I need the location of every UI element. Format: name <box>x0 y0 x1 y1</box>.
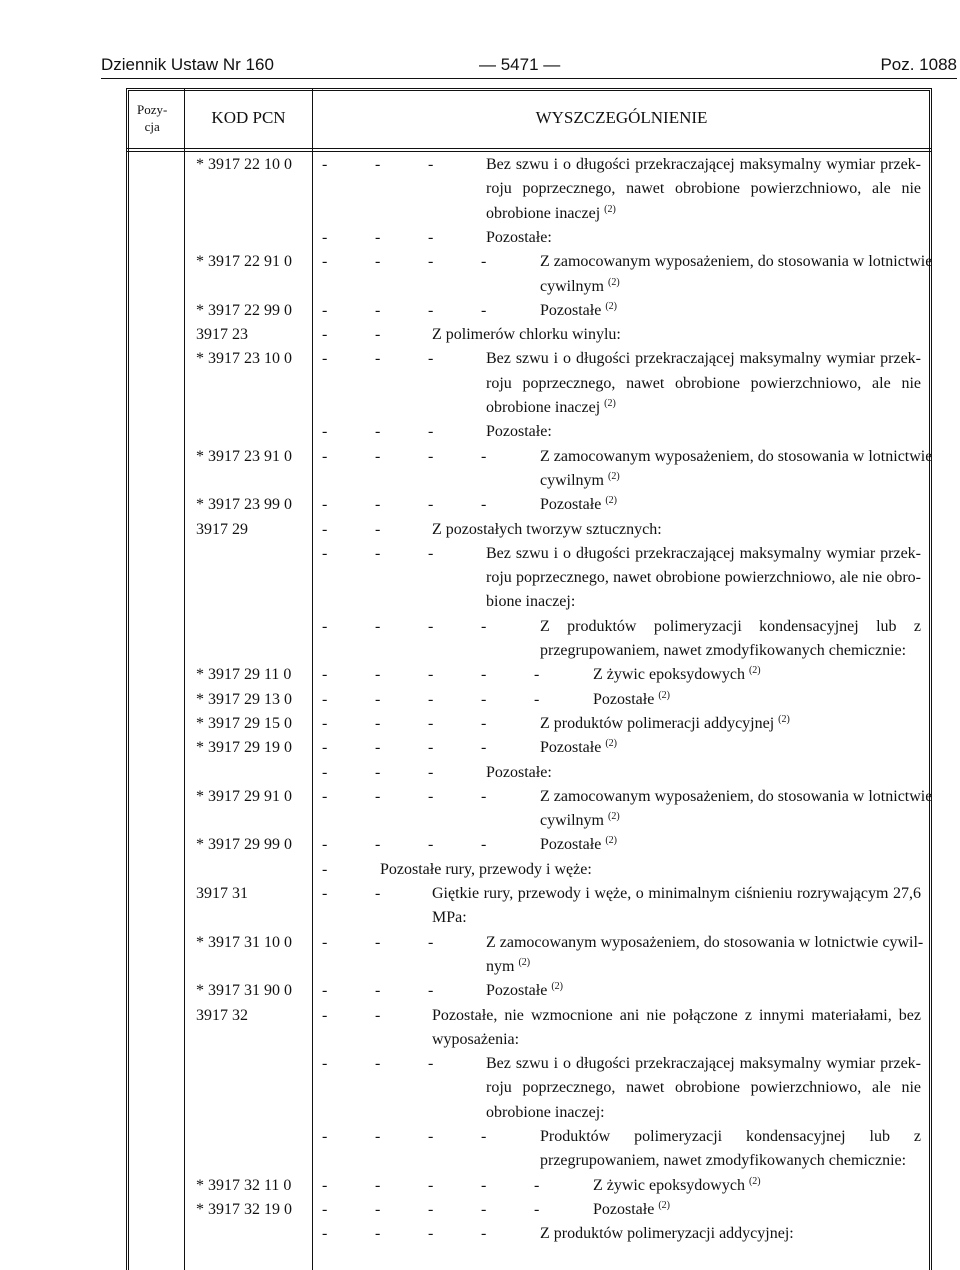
description-text: Z zamocowanym wyposażeniem, do stosowania w lotnictwie <box>540 787 933 805</box>
pcn-code: * 3917 29 15 0 <box>196 714 292 732</box>
table-row <box>0 1174 960 1198</box>
description-text: Pozostałe $^{(2)}$ <box>593 689 670 708</box>
level-dashes: - - - - <box>322 447 487 465</box>
level-dashes: - - - <box>322 1055 434 1073</box>
level-dashes: - - - - <box>322 787 487 805</box>
level-dashes: - - - <box>322 423 434 441</box>
level-dashes: - - - - <box>322 1225 487 1243</box>
footnote-marker: (2) <box>605 835 617 847</box>
level-dashes: - - - <box>322 156 434 173</box>
description-text: Z produktów polimeracji addycyjnej $^{(2)}$ <box>540 713 790 732</box>
description-text: Pozostałe $^{(2)}$ <box>540 738 617 757</box>
pcn-code: * 3917 23 91 0 <box>196 447 292 465</box>
table-row <box>0 153 960 177</box>
description-text: cywilnym $^{(2)}$ <box>540 276 620 295</box>
journal-title: Dziennik Ustaw Nr 160 <box>101 55 274 74</box>
level-dashes: - - - <box>322 982 434 1000</box>
pcn-code: * 3917 29 91 0 <box>196 787 292 805</box>
table-row <box>0 469 960 493</box>
pcn-code: * 3917 22 10 0 <box>196 156 292 173</box>
pcn-code: * 3917 32 11 0 <box>196 1176 292 1194</box>
level-dashes: - - - - <box>322 253 487 271</box>
table-row <box>0 1101 960 1125</box>
description-text: Pozostałe, nie wzmocnione ani nie połączone z innymi materiałami, bez <box>432 1006 921 1024</box>
table-row <box>0 1076 960 1100</box>
table-row <box>0 931 960 955</box>
description-text: bione inaczej: <box>486 593 576 611</box>
footnote-marker: (2) <box>608 276 620 288</box>
footnote-marker: (2) <box>658 1199 670 1211</box>
footnote-marker: (2) <box>551 981 563 993</box>
table-row <box>0 347 960 371</box>
level-dashes: - - - <box>322 763 434 781</box>
level-dashes: - - - - - <box>322 666 540 684</box>
description-text: Pozostałe $^{(2)}$ <box>540 835 617 854</box>
level-dashes: - - <box>322 1006 381 1024</box>
level-dashes: - - - - <box>322 836 487 854</box>
pcn-code: * 3917 29 13 0 <box>196 690 292 708</box>
column-header-description: WYSZCZEGÓLNIENIE <box>535 108 708 127</box>
description-text: obrobione inaczej $^{(2)}$ <box>486 203 616 222</box>
column-header-code: KOD PCN <box>211 108 286 127</box>
footnote-marker: (2) <box>778 713 790 725</box>
pcn-code: 3917 31 <box>196 885 248 902</box>
description-text: roju poprzecznego, nawet obrobione powierzchniowo, ale nie <box>486 374 921 392</box>
pcn-code: * 3917 22 91 0 <box>196 253 292 271</box>
description-text: obrobione inaczej $^{(2)}$ <box>486 398 616 416</box>
pcn-code: 3917 29 <box>196 520 248 538</box>
level-dashes: - - - - - <box>322 1200 540 1218</box>
table-row <box>0 518 960 542</box>
description-text: Z polimerów chlorku winylu: <box>432 326 621 344</box>
table-row <box>0 372 960 396</box>
table-row <box>0 833 960 857</box>
table-row <box>0 493 960 517</box>
footnote-marker: (2) <box>604 203 616 215</box>
table-row <box>0 712 960 736</box>
description-text: roju poprzecznego, nawet obrobione powierzchniowo, ale nie <box>486 1079 921 1097</box>
footnote-marker: (2) <box>608 470 620 482</box>
column-header-position: Pozy- cja <box>137 102 168 134</box>
table-row <box>0 761 960 785</box>
level-dashes: - - - - - <box>322 690 540 708</box>
pcn-code: * 3917 29 99 0 <box>196 836 292 854</box>
description-text: Pozostałe $^{(2)}$ <box>540 495 617 514</box>
table-row <box>0 396 960 420</box>
page-number: — 5471 — <box>479 55 561 74</box>
description-text: obrobione inaczej: <box>486 1103 605 1121</box>
description-text: przegrupowaniem, nawet zmodyfikowanych chemicznie: <box>540 642 907 659</box>
description-text: Z pozostałych tworzyw sztucznych: <box>432 520 662 538</box>
level-dashes: - - - - <box>322 739 487 757</box>
footnote-marker: (2) <box>608 811 620 823</box>
table-row <box>0 639 960 663</box>
description-text: Pozostałe: <box>486 228 552 246</box>
description-text: Pozostałe $^{(2)}$ <box>540 300 617 319</box>
description-text: cywilnym $^{(2)}$ <box>540 470 620 489</box>
table-row <box>0 420 960 444</box>
description-text: Giętkie rury, przewody i węże, o minimalnym ciśnieniu rozrywającym 27,6 <box>432 885 921 902</box>
pcn-code: * 3917 23 10 0 <box>196 350 292 368</box>
description-text: Pozostałe $^{(2)}$ <box>593 1199 670 1218</box>
level-dashes: - - <box>322 885 381 902</box>
table-row <box>0 1198 960 1222</box>
table-row <box>0 663 960 687</box>
footnote-marker: (2) <box>748 665 761 677</box>
table-row <box>0 882 960 906</box>
footnote-marker: (2) <box>518 956 531 968</box>
description-text: Pozostałe: <box>486 423 552 441</box>
footnote-marker: (2) <box>604 398 616 409</box>
table-row <box>0 590 960 614</box>
level-dashes: - - - <box>322 228 434 246</box>
description-text: Z produktów polimeryzacji addycyjnej: <box>540 1225 794 1243</box>
table-row <box>0 299 960 323</box>
level-dashes: - - - - <box>322 301 487 319</box>
table-row <box>0 979 960 1003</box>
description-text: wyposażenia: <box>432 1030 520 1048</box>
description-text: Z zamocowanym wyposażeniem, do stosowania w lotnictwie cywil- <box>486 933 924 951</box>
table-row <box>0 202 960 226</box>
table-row <box>0 785 960 809</box>
pcn-code: 3917 23 <box>196 326 248 344</box>
pcn-code: * 3917 29 11 0 <box>196 666 292 684</box>
level-dashes: - - - - <box>322 496 487 514</box>
description-text: Bez szwu i o długości przekraczającej maksymalny wymiar przek- <box>486 350 921 368</box>
table-row <box>0 1028 960 1052</box>
description-text: Pozostałe: <box>486 763 552 781</box>
description-text: Z zamocowanym wyposażeniem, do stosowania w lotnictwie <box>540 447 933 465</box>
description-text: nym $^{(2)}$ <box>486 956 531 975</box>
pcn-code: * 3917 32 19 0 <box>196 1200 292 1218</box>
footnote-marker: (2) <box>605 495 617 507</box>
level-dashes: - <box>322 860 328 878</box>
pcn-code: * 3917 29 19 0 <box>196 739 292 757</box>
level-dashes: - - - - - <box>322 1176 540 1194</box>
level-dashes: - - - <box>322 933 434 951</box>
description-text: Z zamocowanym wyposażeniem, do stosowania w lotnictwie <box>540 253 933 271</box>
description-text: Z żywic epoksydowych $^{(2)}$ <box>593 1175 761 1194</box>
level-dashes: - - <box>322 520 381 538</box>
level-dashes: - - <box>322 326 381 344</box>
table-row <box>0 323 960 347</box>
description-text: cywilnym $^{(2)}$ <box>540 811 620 830</box>
table-row <box>0 858 960 882</box>
table-row <box>0 688 960 712</box>
table-row <box>0 275 960 299</box>
pcn-code: * 3917 23 99 0 <box>196 496 292 514</box>
footnote-marker: (2) <box>748 1175 761 1187</box>
table-row <box>0 736 960 760</box>
pcn-code: * 3917 22 99 0 <box>196 301 292 319</box>
description-text: Pozostałe $^{(2)}$ <box>486 981 563 1000</box>
description-text: Pozostałe rury, przewody i węże: <box>380 860 592 878</box>
table-row <box>0 809 960 833</box>
level-dashes: - - - - <box>322 1128 487 1145</box>
table-row <box>0 445 960 469</box>
table-row <box>0 1222 960 1246</box>
pcn-code: * 3917 31 90 0 <box>196 982 292 1000</box>
pcn-code: 3917 32 <box>196 1006 248 1024</box>
level-dashes: - - - <box>322 544 434 562</box>
description-text: przegrupowaniem, nawet zmodyfikowanych chemicznie: <box>540 1152 907 1170</box>
description-text: roju poprzecznego, nawet obrobione powierzchniowo, ale nie obro- <box>486 569 921 587</box>
position-number: Poz. 1088 <box>880 55 957 74</box>
description-text: Z żywic epoksydowych $^{(2)}$ <box>593 665 761 684</box>
table-row <box>0 226 960 250</box>
table-row <box>0 615 960 639</box>
table-row <box>0 250 960 274</box>
level-dashes: - - - - <box>322 617 487 635</box>
footnote-marker: (2) <box>605 738 617 750</box>
table-row <box>0 1149 960 1173</box>
table-row <box>0 1004 960 1028</box>
table-row <box>0 906 960 930</box>
description-text: Bez szwu i o długości przekraczającej maksymalny wymiar przek- <box>486 544 921 562</box>
description-text: MPa: <box>432 909 467 927</box>
description-text: roju poprzecznego, nawet obrobione powierzchniowo, ale nie <box>486 180 921 198</box>
table-row <box>0 1052 960 1076</box>
level-dashes: - - - - <box>322 714 487 732</box>
table-row <box>0 955 960 979</box>
table-row <box>0 1125 960 1149</box>
description-text: Bez szwu i o długości przekraczającej maksymalny wymiar przek- <box>486 156 921 173</box>
table-row <box>0 542 960 566</box>
footnote-marker: (2) <box>658 689 670 701</box>
level-dashes: - - - <box>322 350 434 368</box>
footnote-marker: (2) <box>605 300 617 312</box>
description-text: Bez szwu i o długości przekraczającej maksymalny wymiar przek- <box>486 1055 921 1073</box>
description-text: Z produktów polimeryzacji kondensacyjnej lub z <box>540 617 921 635</box>
table-row <box>0 177 960 201</box>
table-row <box>0 566 960 590</box>
pcn-code: * 3917 31 10 0 <box>196 933 292 951</box>
description-text: Produktów polimeryzacji kondensacyjnej lub z <box>540 1128 921 1145</box>
